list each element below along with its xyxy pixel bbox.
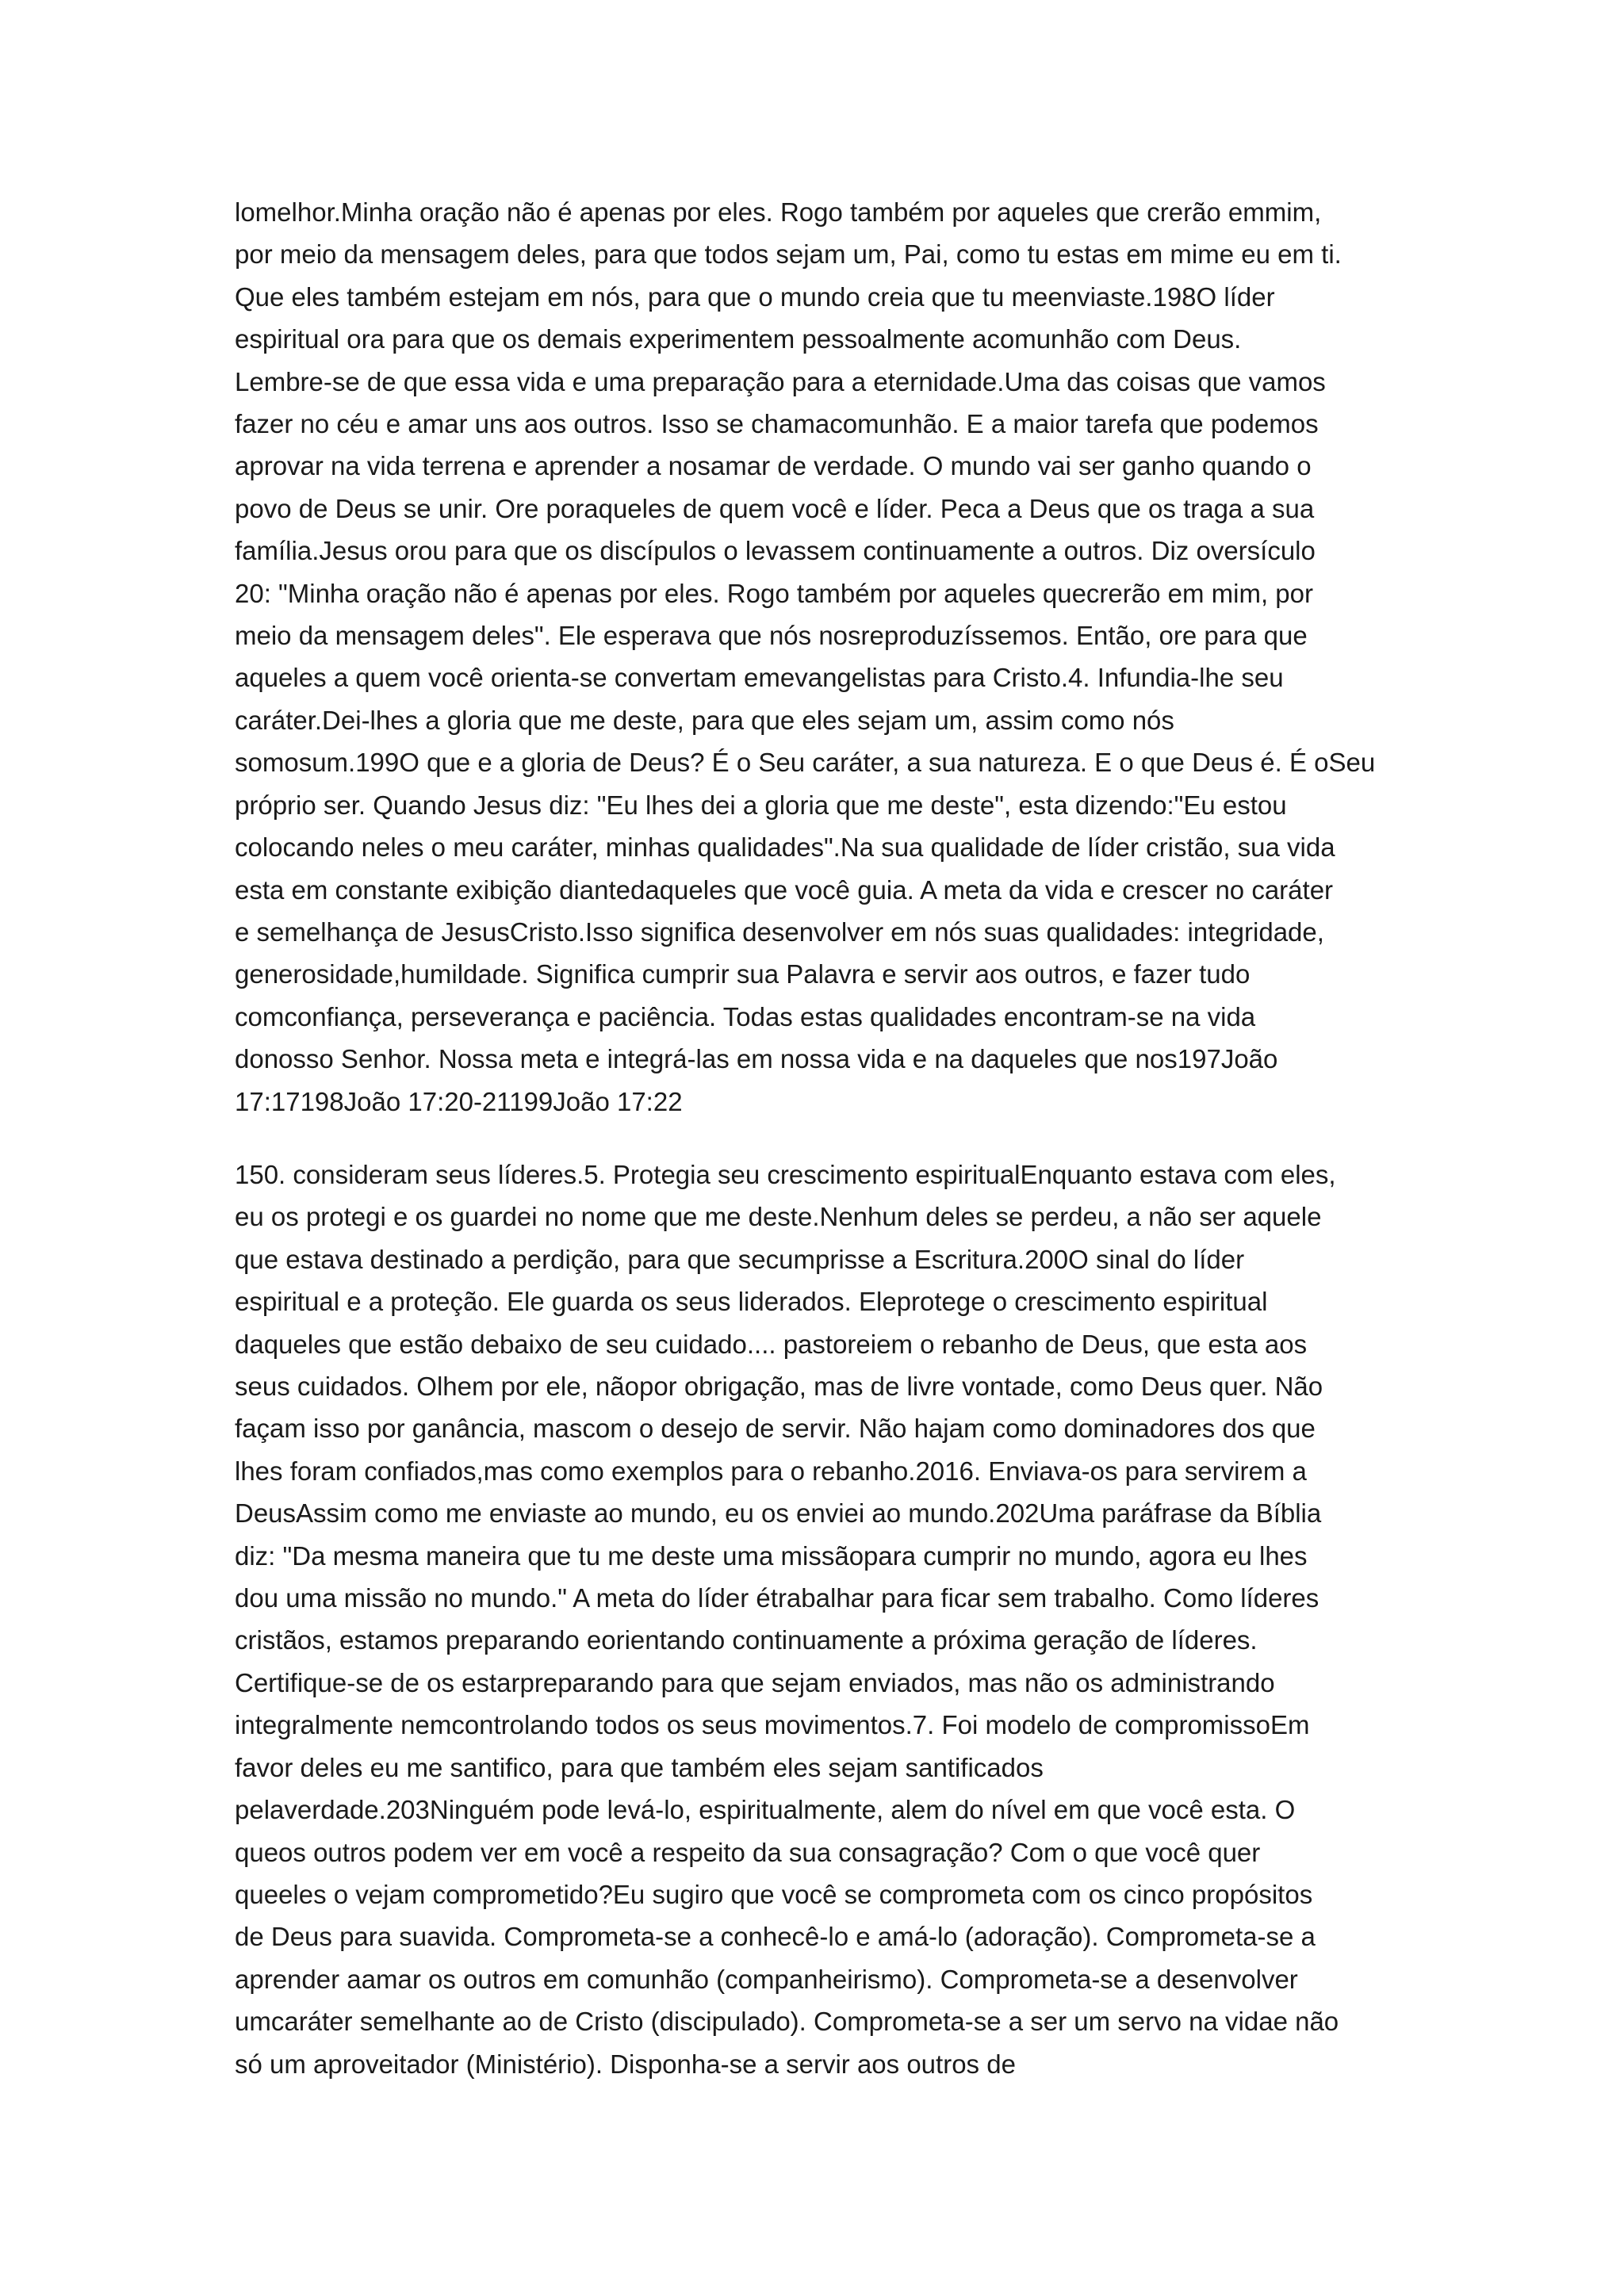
paragraph-1: lomelhor.Minha oração não é apenas por eles. Rogo também por aqueles que crerão emmim, por meio da mensagem deles, para que todos sejam um, Pai, como tu estas em mime eu em ti. Que eles também estejam em nós, para que o mundo creia que tu meenviaste.198O líder espiritual ora para que os demais experimentem pessoalmente acomunhão com Deus. Lembre-se de que essa vida e uma preparação para a eternidade.Uma das coisas que vamos fazer no céu e amar uns aos outros. Isso se chamacomunhão. E a maior tarefa que podemos aprovar na vida terrena e aprender a nosamar de verdade. O mundo vai ser ganho quando o povo de Deus se unir. Ore poraqueles de quem você e líder. Peca a Deus que os traga a sua família.Jesus orou para que os discípulos o levassem continuamente a outros. Diz oversículo 20: "Minha oração não é apenas por eles. Rogo também por aqueles quecrerão em mim, por meio da mensagem deles". Ele esperava que nós nosreproduzíssemos. Então, ore para que aqueles a quem você orienta-se convertam emevangelistas para Cristo.4. Infundia-lhe seu caráter.Dei-lhes a gloria que me deste, para que eles sejam um, assim como nós somosum.199O que e a gloria de Deus? É o Seu caráter, a sua natureza. E o que Deus é. É oSeu próprio ser. Quando Jesus diz: "Eu lhes dei a gloria que me deste", esta dizendo:"Eu estou colocando neles o meu caráter, minhas qualidades".Na sua qualidade de líder cristão, sua vida esta em constante exibição diantedaqueles que você guia. A meta da vida e crescer no caráter e semelhança de JesusCristo.Isso significa desenvolver em nós suas qualidades: integridade, generosidade,humildade. Significa cumprir sua Palavra e servir aos outros, e fazer tudo comconfiança, perseverança e paciência. Todas estas qualidades encontram-se na vida donosso Senhor. Nossa meta e integrá-las em nossa vida e na daqueles que nos197João 17:17198João 17:20-21199João 17:22 [235,197,1376,1116]
paragraph-2: 150. consideram seus líderes.5. Protegia seu crescimento espiritualEnquanto estava com eles, eu os protegi e os guardei no nome que me deste.Nenhum deles se perdeu, a não ser aquele que estava destinado a perdição, para que secumprisse a Escritura.200O sinal do líder espiritual e a proteção. Ele guarda os seus liderados. Eleprotege o crescimento espiritual daqueles que estão debaixo de seu cuidado.... pastoreiem o rebanho de Deus, que esta aos seus cuidados. Olhem por ele, nãopor obrigação, mas de livre vontade, como Deus quer. Não façam isso por ganância, mascom o desejo de servir. Não hajam como dominadores dos que lhes foram confiados,mas como exemplos para o rebanho.2016. Enviava-os para servirem a DeusAssim como me enviaste ao mundo, eu os enviei ao mundo.202Uma paráfrase da Bíblia diz: "Da mesma maneira que tu me deste uma missãopara cumprir no mundo, agora eu lhes dou uma missão no mundo." A meta do líder étrabalhar para ficar sem trabalho. Como líderes cristãos, estamos preparando eorientando continuamente a próxima geração de líderes. Certifique-se de os estarpreparando para que sejam enviados, mas não os administrando integralmente nemcontrolando todos os seus movimentos.7. Foi modelo de compromissoEm favor deles eu me santifico, para que também eles sejam santificados pelaverdade.203Ninguém pode levá-lo, espiritualmente, alem do nível em que você esta. O queos outros podem ver em você a respeito da sua consagração? Com o que você quer queeles o vejam comprometido?Eu sugiro que você se comprometa com os cinco propósitos de Deus para suavida. Comprometa-se a conhecê-lo e amá-lo (adoração). Comprometa-se a aprender aamar os outros em comunhão (companheirismo). Comprometa-se a desenvolver umcaráter semelhante ao de Cristo (discipulado). Comprometa-se a ser um servo na vidae não só um aproveitador (Ministério). Disponha-se a servir aos outros de [235,1160,1339,2079]
